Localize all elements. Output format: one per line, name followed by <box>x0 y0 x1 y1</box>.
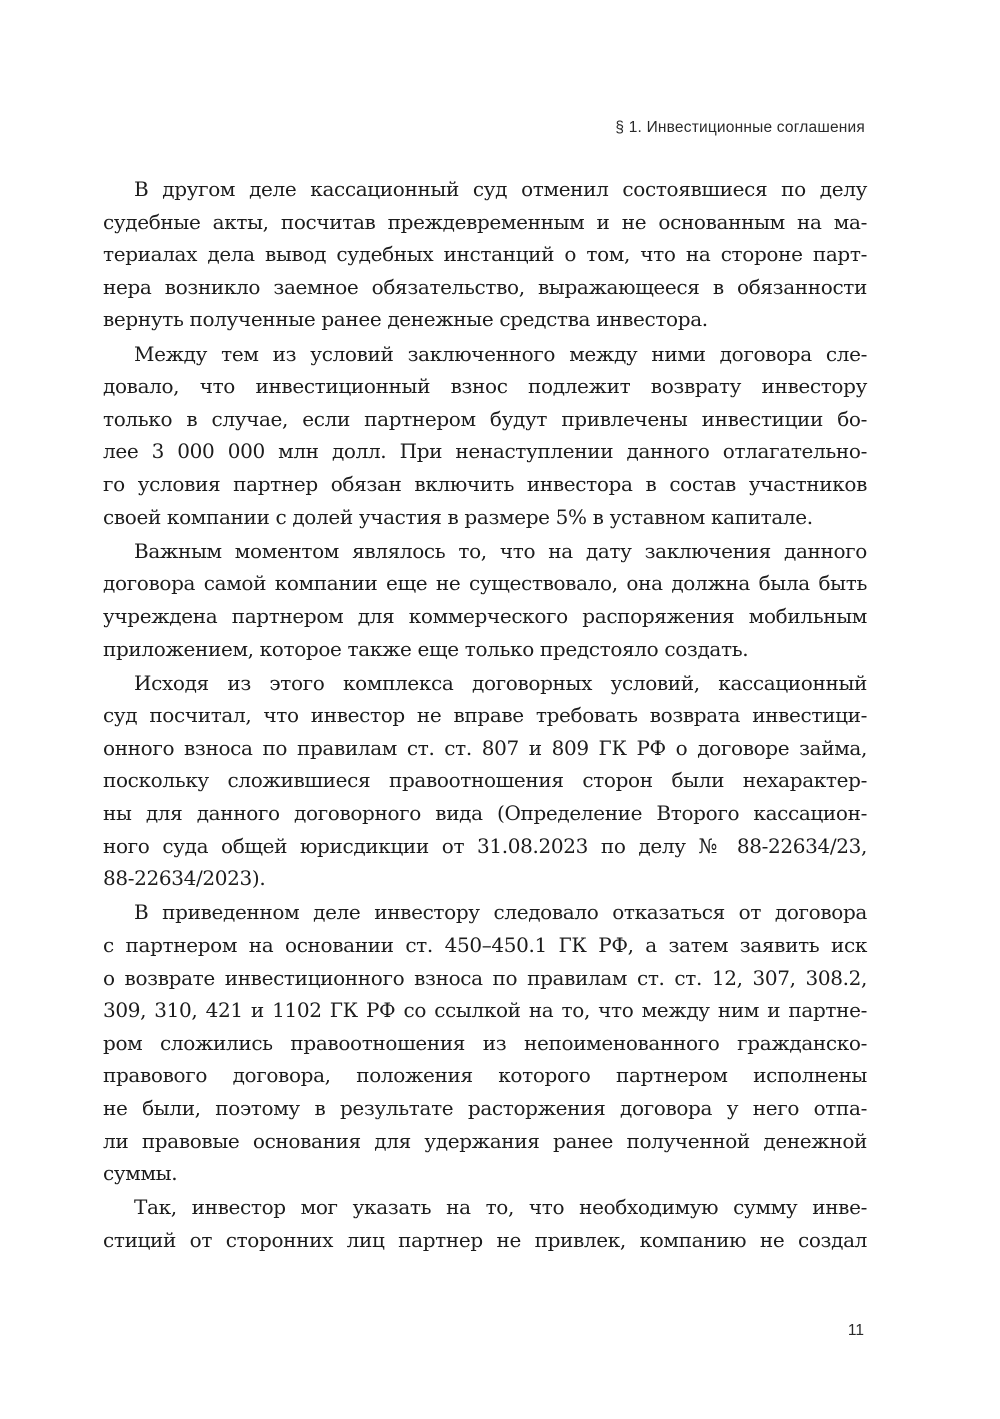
text-line: суммы. <box>103 1161 178 1186</box>
text-line: ного суда общей юрисдикции от 31.08.2023 по делу № 88-22634/23, <box>103 833 867 858</box>
paragraph-3 <box>103 535 867 665</box>
text-line: 309, 310, 421 и 1102 ГК РФ со ссылкой на то, что между ним и партне- <box>103 998 867 1023</box>
text-line: го условия партнер обязан включить инвестора в состав участников <box>103 471 867 496</box>
paragraph-6 <box>103 1191 867 1256</box>
text-line: не были, поэтому в результате расторжения договора у него отпа- <box>103 1096 867 1120</box>
text-line: Важным моментом являлось то, что на дату заключения данного <box>134 538 867 563</box>
page-number: 11 <box>847 1322 864 1339</box>
text-line: териалах дела вывод судебных инстанций о том, что на стороне парт- <box>103 242 867 267</box>
text-line: лее 3 000 000 млн долл. При ненаступлении данного отлагательно- <box>103 439 867 464</box>
text-line: Между тем из условий заключенного между ними договора сле- <box>134 341 867 366</box>
text-line: о возврате инвестиционного взноса по правилам ст. ст. 12, 307, 308.2, <box>103 965 867 990</box>
text-line: довало, что инвестиционный взнос подлежит возврату инвестору <box>103 374 867 399</box>
text-line: учреждена партнером для коммерческого распоряжения мобильным <box>103 603 867 628</box>
text-line: судебные акты, посчитав преждевременным и не основанным на ма- <box>103 209 867 234</box>
text-line: нера возникло заемное обязательство, выражающееся в обязанности <box>103 274 867 299</box>
text-line: онного взноса по правилам ст. ст. 807 и 809 ГК РФ о договоре займа, <box>103 735 867 760</box>
paragraph-5 <box>103 896 867 1189</box>
text-line: поскольку сложившиеся правоотношения сторон были нехарактер- <box>103 768 867 793</box>
text-line: ли правовые основания для удержания ранее полученной денежной <box>103 1128 867 1153</box>
text-line: только в случае, если партнером будут привлечены инвестиции бо- <box>103 406 867 431</box>
text-line: вернуть полученные ранее денежные средства инвестора. <box>103 307 708 332</box>
running-head-title: § 1. Инвестиционные соглашения <box>615 119 865 136</box>
text-line: приложением, которое также еще только предстояло создать. <box>103 636 749 661</box>
paragraph-1 <box>103 173 867 336</box>
text-line: 88-22634/2023). <box>103 866 266 891</box>
text-line: ны для данного договорного вида (Определение Второго кассацион- <box>103 801 867 826</box>
body-text <box>103 173 867 1258</box>
paragraph-2 <box>103 338 867 534</box>
text-line: договора самой компании еще не существовало, она должна была быть <box>103 571 867 596</box>
paragraph-4 <box>103 667 867 895</box>
text-line: своей компании с долей участия в размере 5% в уставном капитале. <box>103 504 813 529</box>
text-line: Исходя из этого комплекса договорных условий, кассационный <box>134 670 867 695</box>
text-line: ром сложились правоотношения из непоименованного гражданско- <box>103 1030 867 1055</box>
text-line: с партнером на основании ст. 450–450.1 ГК РФ, а затем заявить иск <box>103 933 867 958</box>
text-line: стиций от сторонних лиц партнер не привлек, компанию не создал <box>103 1227 867 1252</box>
text-line: В другом деле кассационный суд отменил состоявшиеся по делу <box>134 177 867 201</box>
text-line: правового договора, положения которого партнером исполнены <box>103 1063 867 1088</box>
text-line: суд посчитал, что инвестор не вправе требовать возврата инвестици- <box>103 703 867 728</box>
text-line: Так, инвестор мог указать на то, что необходимую сумму инве- <box>134 1195 867 1220</box>
text-line: В приведенном деле инвестору следовало отказаться от договора <box>134 900 867 925</box>
